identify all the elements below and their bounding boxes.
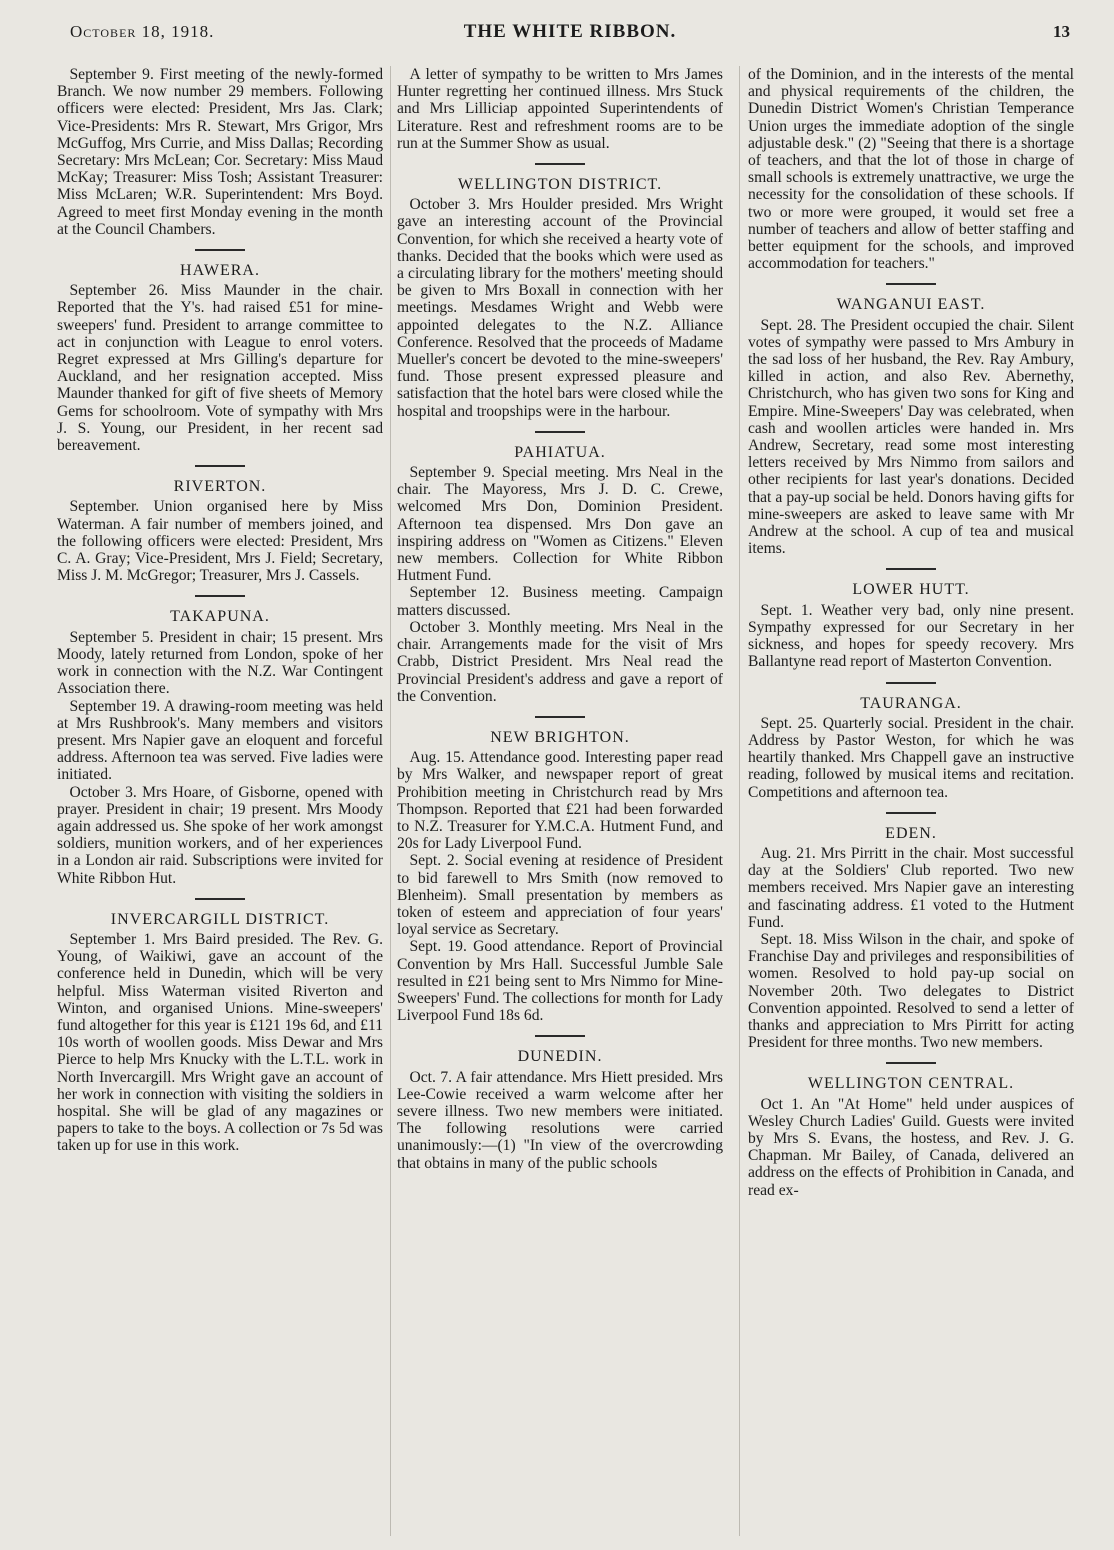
report-paragraph: Aug. 15. Attendance good. Interesting paper read by Mrs Walker, and newspaper report of great Prohibition meeting in Christchurch read by Mrs Thompson. Reported that £21 had been forwarded to N.Z. Treasurer for Y.M.C.A. Hutment Fund, and 20s for Lady Liverpool Fund. [397,749,723,853]
section-divider [195,595,245,597]
section-title-new-brighton: NEW BRIGHTON. [490,728,630,746]
report-paragraph: Sept. 28. The President occupied the chair. Silent votes of sympathy were passed to Mrs Ambury in the sad loss of her husband, the Rev. Ray Ambury, killed in action, and also Rev. Abernethy, Christchurch, who has given two sons for King and Empire. Mine-Sweepers' Day was celebrated, when cash and woollen articles were handed in. Mrs Andrew, Secretary, read some most interesting letters received by Mrs Nimmo from sailors and other recipients for last year's donations. Decided that a pay-up social be held. Donors having gifts for mine-sweepers are asked to leave same with Mr Andrew at the school. A cup of tea and musical items. [748,316,1074,558]
section-title-riverton: RIVERTON. [173,478,267,496]
report-paragraph: Sept. 2. Social evening at residence of President to bid farewell to Mrs Smith (now removed to Blenheim). Small presentation by members as token of esteem and appreciation of four years' loyal service as Secretary. [397,852,723,939]
report-paragraph: Oct 1. An "At Home" held under auspices of Wesley Church Ladies' Guild. Guests were invited by Mrs S. Evans, the hostess, and Rev. J. G. Chapman. Mr Bailey, of Canada, delivered an address on the effects of Prohibition in Canada, and read ex- [748,1095,1074,1199]
section-divider [535,1035,585,1037]
section-title-hawera: HAWERA. [180,262,260,280]
report-paragraph: September 1. Mrs Baird presided. The Rev. G. Young, of Waikiwi, gave an account of the conference held in Dunedin, which will be very helpful. Miss Waterman visited Riverton and Winton, and organised Unions. Mine-sweepers' fund altogether for this year is £121 19s 6d, and £11 10s worth of woollen goods. Miss Dewar and Mrs Pierce to help Mrs Knucky with the L.T.L. work in North Invercargill. Mrs Wright gave an account of her work in connection with visiting the soldiers in hospital. She will be glad of any magazines or papers to take to the boys. A collection or 7s 5d was taken up for use in this work. [57,930,383,1155]
report-paragraph: October 3. Mrs Hoare, of Gisborne, opened with prayer. President in chair; 19 present. Mrs Moody again addressed us. She spoke of her work amongst soldiers, munition workers, and of her experiences in a London air raid. Subscriptions were invited for White Ribbon Hut. [57,783,383,887]
section-divider [535,163,585,165]
column-divider [390,66,391,1536]
section-divider [886,812,936,814]
report-paragraph: September 5. President in chair; 15 present. Mrs Moody, lately returned from London, spoke of her work in connection with the N.Z. War Contingent Association there. [57,628,383,698]
section-divider [886,1062,936,1064]
report-paragraph: Aug. 21. Mrs Pirritt in the chair. Most successful day at the Soldiers' Club reported. Two new members received. Mrs Napier gave an interesting and fascinating address. £1 voted to the Hutment Fund. [748,844,1074,931]
report-paragraph: Sept. 1. Weather very bad, only nine present. Sympathy expressed for our Secretary in her sickness, and hopes for speedy recovery. Mrs Ballantyne read report of Masterton Convention. [748,601,1074,671]
section-title-pahiatua: PAHIATUA. [514,443,606,461]
report-paragraph: Sept. 25. Quarterly social. President in the chair. Address by Pastor Weston, for which he was heartily thanked. Mrs Chappell gave an instructive reading, followed by musical items and recitation. Competitions and afternoon tea. [748,714,1074,801]
section-title-tauranga: TAURANGA. [860,694,962,712]
section-divider [886,568,936,570]
report-paragraph: of the Dominion, and in the interests of the mental and physical requirements of the children, the Dunedin District Women's Christian Temperance Union urges the immediate adoption of the single adjustable desk." (2) "Seeing that there is a shortage of teachers, and that the lot of those in charge of small schools is extremely unattractive, we urge the necessity for the consolidation of these schools. If two or more were grouped, it would set free a number of teachers and allow of better staffing and better equipment for the schools, and improved accommodation for teachers." [748,66,1074,273]
section-title-wellington-central: WELLINGTON CENTRAL. [807,1075,1015,1093]
report-paragraph: September 9. First meeting of the newly-formed Branch. We now number 29 members. Following officers were elected: President, Mrs Jas. Clark; Vice-Presidents: Mrs R. Stewart, Mrs Grigor, Mrs McGuffog, Mrs Currie, and Miss Dallas; Recording Secretary: Mrs McLean; Cor. Secretary: Miss Maud McKay; Treasurer: Miss Tosh; Assistant Treasurer: Miss McLaren; W.R. Superintendent: Mrs Boyd. Agreed to meet first Monday evening in the month at the Council Chambers. [57,66,383,238]
section-divider [195,249,245,251]
section-divider [195,465,245,467]
section-title-wellington-district: WELLINGTON DISTRICT. [457,176,663,194]
section-divider [195,898,245,900]
report-paragraph: Sept. 19. Good attendance. Report of Provincial Convention by Mrs Hall. Successful Jumble Sale resulted in £21 being sent to Mrs Nimmo for Mine-Sweepers' Fund. The collections for month for Lady Liverpool Fund 18s 6d. [397,938,723,1025]
section-title-invercargill: INVERCARGILL DISTRICT. [110,910,330,928]
newspaper-title: THE WHITE RIBBON. [463,21,677,42]
report-paragraph: A letter of sympathy to be written to Mrs James Hunter regretting her continued illness. Mrs Stuck and Mrs Lilliciap appointed Superintendents of Literature. Rest and refreshment rooms are to be run at the Summer Show as usual. [397,66,723,152]
section-divider [886,682,936,684]
section-title-eden: EDEN. [885,824,937,842]
report-paragraph: Oct. 7. A fair attendance. Mrs Hiett presided. Mrs Lee-Cowie received a warm welcome after her severe illness. Two new members were initiated. The following resolutions were carried unanimously:—(1) "In view of the overcrowding that obtains in many of the public schools [397,1068,723,1172]
section-title-dunedin: DUNEDIN. [517,1048,603,1066]
section-divider [535,716,585,718]
page-number: 13 [1053,22,1070,41]
report-paragraph: September 9. Special meeting. Mrs Neal in the chair. The Mayoress, Mrs J. D. C. Crewe, welcomed Mrs Don, Dominion President. Afternoon tea dispensed. Mrs Don gave an inspiring address on "Women as Citizens." Eleven new members. Collection for White Ribbon Hutment Fund. [397,464,723,585]
column-1 [57,66,383,1155]
column-divider [739,66,740,1536]
report-paragraph: October 3. Mrs Houlder presided. Mrs Wright gave an interesting account of the Provincial Convention, for which she received a hearty vote of thanks. Decided that the books which were used as a circulating library for the mothers' meeting should be given to Mrs Boxall in connection with her meetings. Mesdames Wright and Webb were appointed delegates to the N.Z. Alliance Conference. Resolved that the proceeds of Madame Mueller's concert be devoted to the mine-sweepers' fund. Those present expressed pleasure and satisfaction that the hotel bars were closed while the hospital and troopships were in the harbour. [397,196,723,420]
report-paragraph: September 19. A drawing-room meeting was held at Mrs Rushbrook's. Many members and visitors present. Mrs Napier gave an eloquent and forceful address. Afternoon tea was served. Five ladies were initiated. [57,697,383,784]
report-paragraph: September. Union organised here by Miss Waterman. A fair number of members joined, and the following officers were elected: President, Mrs C. A. Gray; Vice-President, Mrs J. Field; Secretary, Miss J. M. McGregor; Treasurer, Mrs J. Cassels. [57,498,383,585]
column-3 [748,66,1074,1199]
report-paragraph: September 26. Miss Maunder in the chair. Reported that the Y's. had raised £51 for mine-sweepers' fund. President to arrange committee to act in conjunction with League to enrol voters. Regret expressed at Mrs Gilling's departure for Auckland, and her resignation accepted. Miss Maunder thanked for gift of five sheets of Memory Gems for schoolroom. Vote of sympathy with Mrs J. S. Young, our President, in her recent sad bereavement. [57,282,383,455]
section-divider [886,283,936,285]
section-title-takapuna: TAKAPUNA. [170,608,270,626]
header-date: October 18, 1918. [70,22,215,41]
report-paragraph: October 3. Monthly meeting. Mrs Neal in the chair. Arrangements made for the visit of Mrs Crabb, District President. Mrs Neal read the Provincial President's address and gave a report of the Convention. [397,618,723,705]
section-title-wanganui-east: WANGANUI EAST. [836,296,986,314]
report-paragraph: September 12. Business meeting. Campaign matters discussed. [397,584,723,619]
column-2 [397,66,723,1172]
report-paragraph: Sept. 18. Miss Wilson in the chair, and spoke of Franchise Day and privileges and responsibilities of women. Resolved to hold pay-up social on November 20th. Two delegates to District Convention appointed. Resolved to send a letter of thanks and appreciation to Mrs Pirritt for acting President for three months. Two new members. [748,930,1074,1052]
section-divider [535,431,585,433]
section-title-lower-hutt: LOWER HUTT. [852,581,970,599]
page-header [70,22,1070,46]
